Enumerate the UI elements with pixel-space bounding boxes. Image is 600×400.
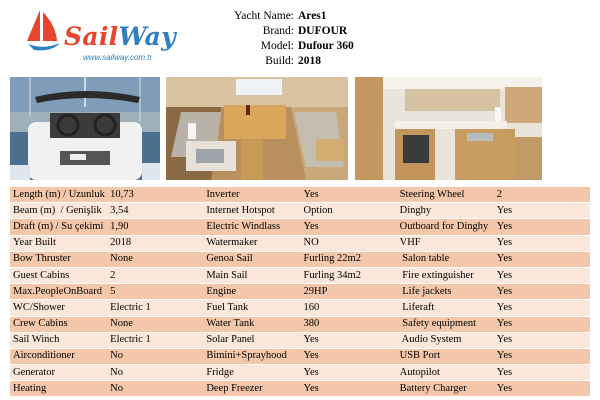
spec-value: Furling 22m2	[300, 251, 396, 267]
spec-label: Battery Charger	[397, 381, 494, 397]
spec-label: Deep Freezer	[203, 381, 300, 397]
spec-label: Airconditioner	[10, 348, 107, 364]
salon-interior-photo	[166, 77, 348, 180]
specs-table	[10, 187, 590, 397]
spec-value: Electric 1	[107, 300, 203, 316]
table-row	[10, 348, 590, 364]
yacht-info-label: Yacht Name:	[234, 10, 294, 22]
spec-label: Safety equipment	[397, 316, 494, 332]
table-row	[10, 300, 590, 316]
spec-value: Yes	[494, 219, 590, 235]
spec-label: Engine	[203, 284, 300, 300]
spec-value: No	[107, 381, 203, 397]
spec-label: Draft (m) / Su çekimi	[10, 219, 107, 235]
galley-interior-photo	[355, 77, 542, 180]
spec-label: Bow Thruster	[10, 251, 107, 267]
yacht-info-value: DUFOUR	[298, 25, 348, 37]
spec-label: Autopilot	[397, 365, 494, 381]
table-row	[10, 267, 590, 283]
spec-label: Salon table	[397, 251, 494, 267]
sailway-logo	[26, 8, 176, 70]
yacht-info-row	[205, 54, 354, 69]
spec-label: Internet Hotspot	[203, 203, 300, 219]
spec-value: 2	[494, 187, 590, 203]
yacht-info-label: Model:	[260, 40, 294, 52]
spec-value: Yes	[300, 365, 396, 381]
spec-label: Dinghy	[397, 203, 494, 219]
spec-label: Main Sail	[203, 267, 300, 283]
spec-label: Fire extinguisher	[397, 267, 494, 283]
spec-value: 2	[107, 267, 203, 283]
table-row	[10, 284, 590, 300]
spec-label: Steering Wheel	[397, 187, 494, 203]
yacht-info-value: Ares1	[298, 10, 327, 22]
yacht-info-label: Brand:	[262, 25, 294, 37]
table-row	[10, 332, 590, 348]
spec-value: Yes	[300, 381, 396, 397]
spec-label: Beam (m) / Genişlik	[10, 203, 107, 219]
yacht-info-value: 2018	[298, 55, 321, 67]
spec-value: Yes	[494, 235, 590, 251]
table-row	[10, 365, 590, 381]
sailboat-icon	[26, 8, 66, 58]
table-row	[10, 251, 590, 267]
table-row	[10, 187, 590, 203]
spec-label: Year Built	[10, 235, 107, 251]
spec-value: 1,90	[107, 219, 203, 235]
spec-value: Yes	[300, 187, 396, 203]
spec-label: Guest Cabins	[10, 267, 107, 283]
spec-value: Yes	[494, 203, 590, 219]
spec-value: Yes	[494, 316, 590, 332]
spec-value: Yes	[494, 332, 590, 348]
spec-value: Electric 1	[107, 332, 203, 348]
spec-value: Yes	[494, 284, 590, 300]
spec-value: 380	[300, 316, 396, 332]
spec-value: None	[107, 316, 203, 332]
spec-label: Solar Panel	[203, 332, 300, 348]
yacht-info-row	[205, 24, 354, 39]
spec-label: Sail Winch	[10, 332, 107, 348]
yacht-info	[205, 9, 354, 69]
stern-cockpit-photo	[10, 77, 160, 180]
spec-label: Inverter	[203, 187, 300, 203]
spec-value: Yes	[494, 300, 590, 316]
spec-value: Yes	[494, 365, 590, 381]
spec-label: Water Tank	[203, 316, 300, 332]
spec-label: WC/Shower	[10, 300, 107, 316]
spec-value: Yes	[494, 348, 590, 364]
table-row	[10, 316, 590, 332]
spec-value: 2018	[107, 235, 203, 251]
spec-label: Heating	[10, 381, 107, 397]
spec-label: Outboard for Dinghy	[397, 219, 494, 235]
spec-value: Yes	[300, 332, 396, 348]
spec-value: 3,54	[107, 203, 203, 219]
spec-label: Audio System	[397, 332, 494, 348]
spec-label: Electric Windlass	[203, 219, 300, 235]
spec-value: 160	[300, 300, 396, 316]
spec-value: Furling 34m2	[300, 267, 396, 283]
spec-value: NO	[300, 235, 396, 251]
spec-label: Genoa Sail	[203, 251, 300, 267]
spec-label: Liferaft	[397, 300, 494, 316]
spec-value: 29HP	[300, 284, 396, 300]
spec-label: Crew Cabins	[10, 316, 107, 332]
spec-value: Yes	[494, 381, 590, 397]
spec-label: Life jackets	[397, 284, 494, 300]
spec-value: No	[107, 365, 203, 381]
spec-value: Yes	[300, 348, 396, 364]
spec-value: Yes	[494, 251, 590, 267]
yacht-info-row	[205, 39, 354, 54]
spec-value: Option	[300, 203, 396, 219]
table-row	[10, 235, 590, 251]
spec-value: Yes	[494, 267, 590, 283]
logo-url: www.sailway.com.tr	[83, 53, 153, 62]
yacht-info-row	[205, 9, 354, 24]
spec-value: 10,73	[107, 187, 203, 203]
spec-label: Max.PeopleOnBoard	[10, 284, 107, 300]
yacht-info-label: Build:	[265, 55, 294, 67]
yacht-info-value: Dufour 360	[298, 40, 354, 52]
spec-label: Generator	[10, 365, 107, 381]
spec-label: Fridge	[203, 365, 300, 381]
table-row	[10, 203, 590, 219]
spec-label: Watermaker	[203, 235, 300, 251]
logo-wordmark: SailWay	[64, 22, 176, 51]
spec-label: Bimini+Sprayhood	[203, 348, 300, 364]
spec-value: 5	[107, 284, 203, 300]
spec-value: Yes	[300, 219, 396, 235]
spec-label: Length (m) / Uzunluk	[10, 187, 107, 203]
table-row	[10, 381, 590, 397]
table-row	[10, 219, 590, 235]
spec-label: Fuel Tank	[203, 300, 300, 316]
spec-label: VHF	[397, 235, 494, 251]
spec-value: None	[107, 251, 203, 267]
spec-label: USB Port	[397, 348, 494, 364]
spec-value: No	[107, 348, 203, 364]
